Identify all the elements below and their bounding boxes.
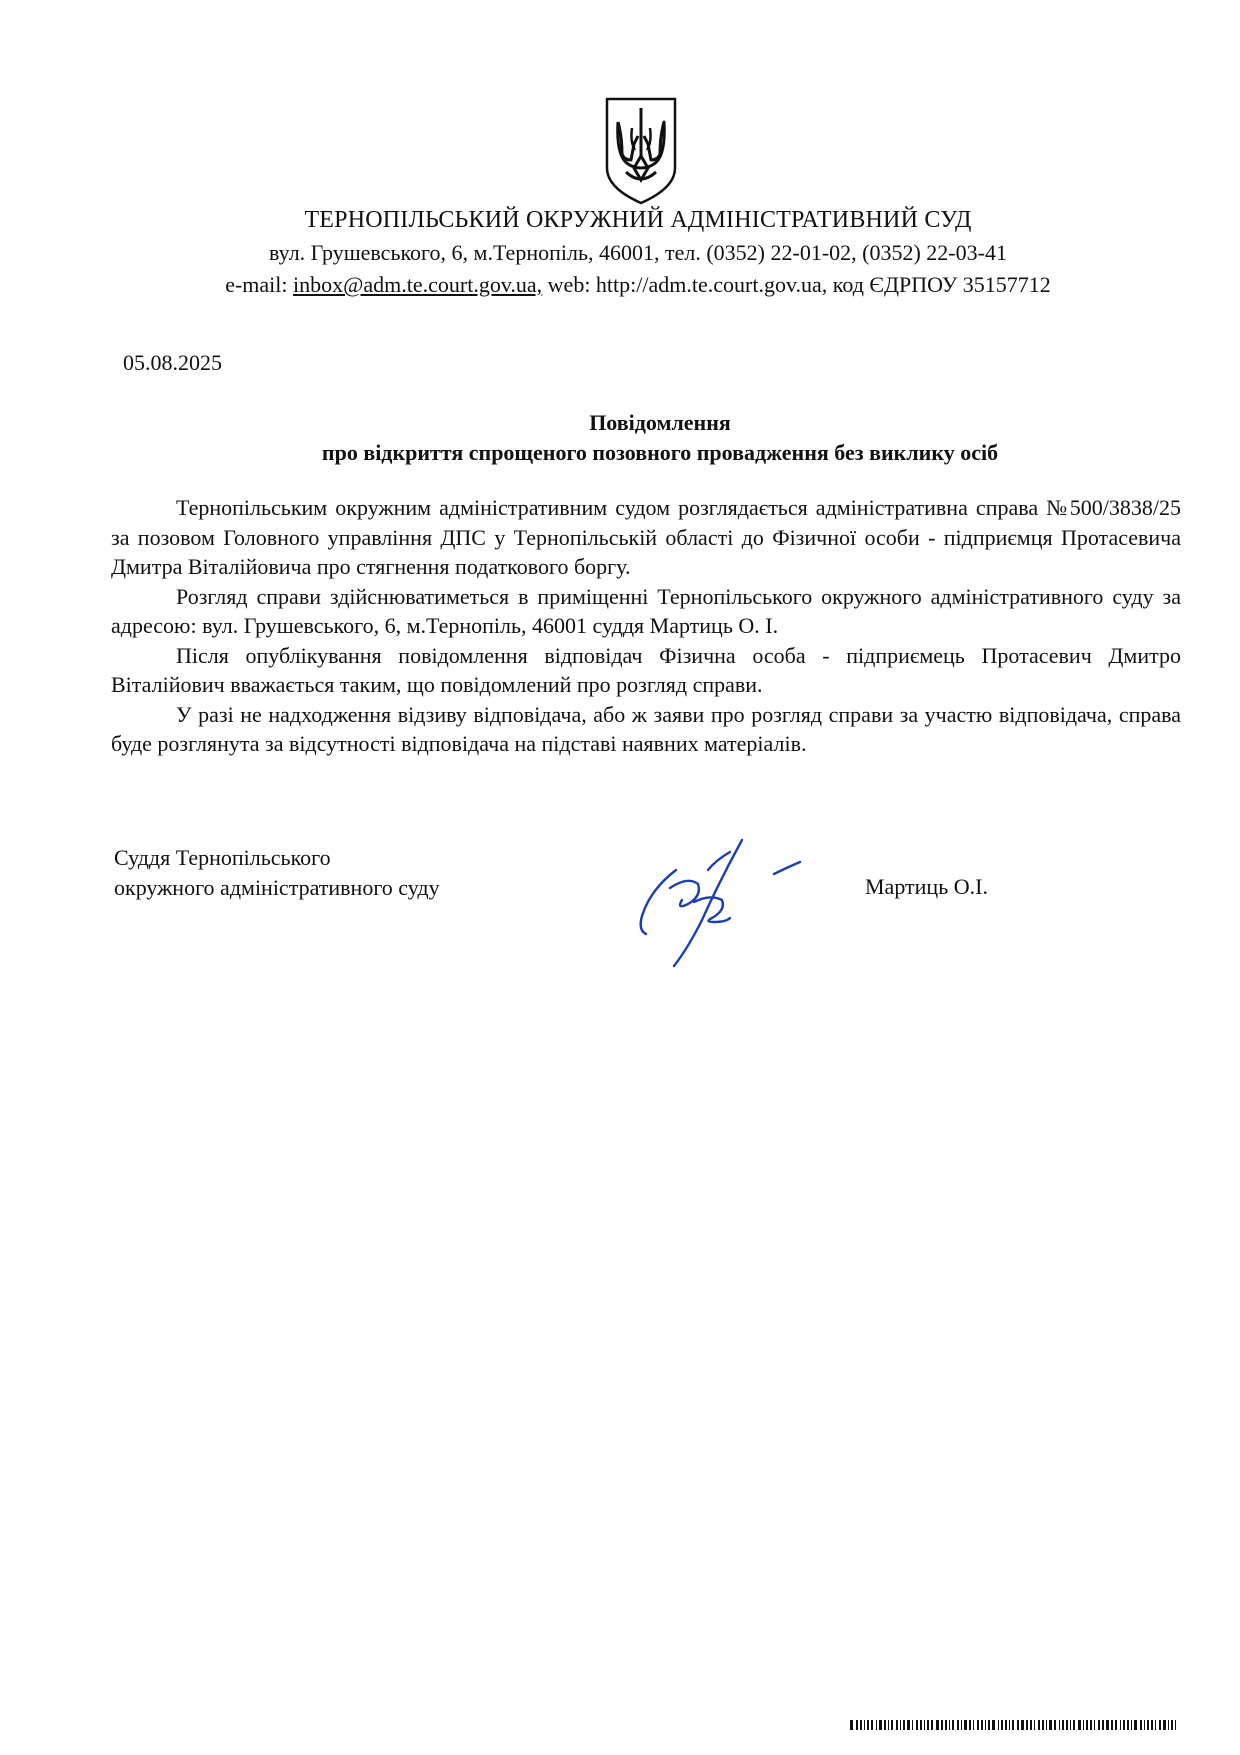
- barcode-bar: [981, 1720, 983, 1730]
- body-paragraph: Розгляд справи здійснюватиметься в приміщенні Тернопільського окружного адміністративного суду за адресою: вул. Грушевського, 6, м.Тернопіль, 46001 суддя Мартиць О. І.: [111, 583, 1181, 638]
- barcode-bar: [1070, 1720, 1071, 1730]
- contacts-prefix: e-mail:: [225, 272, 293, 297]
- barcode-bar: [992, 1720, 995, 1730]
- barcode-bar: [896, 1720, 898, 1730]
- barcode-bar: [920, 1720, 922, 1730]
- barcode-bar: [864, 1720, 865, 1730]
- barcode-bar: [1090, 1720, 1092, 1730]
- barcode-bar: [1102, 1720, 1104, 1730]
- barcode-bar: [1151, 1720, 1153, 1730]
- barcode-bar: [1046, 1720, 1047, 1730]
- barcode-bar: [924, 1720, 925, 1730]
- barcode-bar: [945, 1720, 947, 1730]
- barcode-bar: [903, 1720, 905, 1730]
- body-paragraph: Після опублікування повідомлення відповідач Фізична особа - підприємець Протасевич Дмитро Віталійович вважається таким, що повідомлений про розгляд справи.: [111, 642, 1181, 697]
- barcode-bar: [1066, 1720, 1068, 1730]
- signatory-title-line: Суддя Тернопільського: [114, 845, 331, 870]
- barcode-bar: [1098, 1720, 1100, 1730]
- barcode-bar: [1127, 1720, 1129, 1730]
- barcode-bar: [936, 1720, 939, 1730]
- barcode-bar: [850, 1720, 853, 1730]
- barcode-bar: [1009, 1720, 1010, 1730]
- barcode-bar: [969, 1720, 971, 1730]
- barcode-bar: [952, 1720, 954, 1730]
- body-paragraph: Тернопільським окружним адміністративним судом розглядається адміністративна справа №500/3838/25 за позовом Головного управління ДПС у Тернопільській області до Фізичної особи - підприємця Протасевича Дмитра Віталійовича про стягнення податкового боргу.: [111, 495, 1181, 579]
- barcode-bar: [964, 1720, 967, 1730]
- signatory-title-line: окружного адміністративного суду: [114, 874, 440, 900]
- barcode-bar: [916, 1720, 918, 1730]
- barcode-bar: [1106, 1720, 1109, 1730]
- barcode-bar: [888, 1720, 889, 1730]
- court-contacts: [18, 272, 1240, 298]
- document-body: [111, 493, 1181, 759]
- barcode-bar: [912, 1720, 913, 1730]
- barcode-bar: [876, 1720, 877, 1730]
- barcode-bar: [977, 1720, 979, 1730]
- document-subtitle: про відкриття спрощеного позовного провадження без виклику осіб: [321, 440, 999, 465]
- signatory-title: [114, 843, 440, 902]
- barcode-bar: [1073, 1720, 1075, 1730]
- barcode-bar: [1042, 1720, 1044, 1730]
- barcode-bar: [1059, 1720, 1060, 1730]
- barcode-bar: [867, 1720, 869, 1730]
- barcode-bar: [1111, 1720, 1113, 1730]
- barcode-bar: [884, 1720, 886, 1730]
- barcode-bar: [1083, 1720, 1084, 1730]
- barcode-bar: [1094, 1720, 1095, 1730]
- barcode-bar: [949, 1720, 950, 1730]
- barcode-bar: [998, 1720, 999, 1730]
- barcode-bar: [1163, 1720, 1166, 1730]
- barcode-bar: [941, 1720, 943, 1730]
- barcode-bar: [1134, 1720, 1137, 1730]
- barcode-bar: [871, 1720, 873, 1730]
- barcode-bar: [856, 1720, 858, 1730]
- barcode-bar: [1062, 1720, 1064, 1730]
- barcode-bar: [1115, 1720, 1117, 1730]
- barcode-bar: [900, 1720, 901, 1730]
- barcode-bar: [1123, 1720, 1125, 1730]
- barcode-bar: [860, 1720, 862, 1730]
- barcode-bar: [891, 1720, 893, 1730]
- barcode-bar: [1155, 1720, 1156, 1730]
- ukraine-coat-of-arms-icon: [604, 96, 678, 206]
- barcode-bar: [1086, 1720, 1088, 1730]
- barcode-bar: [1049, 1720, 1052, 1730]
- barcode-bar: [1140, 1720, 1142, 1730]
- barcode-bar: [988, 1720, 990, 1730]
- body-paragraph: У разі не надходження відзиву відповідача, або ж заяви про розгляд справи за участю відповідача, справа буде розглянута за відсутності відповідача на підставі наявних матеріалів.: [111, 701, 1181, 756]
- barcode-bar: [1078, 1720, 1081, 1730]
- handwritten-signature: [630, 830, 850, 975]
- barcode-bar: [1034, 1720, 1035, 1730]
- barcode-bar: [1001, 1720, 1003, 1730]
- barcode-bar: [1005, 1720, 1007, 1730]
- barcode-bar: [1168, 1720, 1169, 1730]
- barcode-bar: [879, 1720, 882, 1730]
- barcode-bar: [957, 1720, 959, 1730]
- barcode-bar: [1012, 1720, 1014, 1730]
- barcode-bar: [1017, 1720, 1019, 1730]
- document-date: 05.08.2025: [123, 350, 222, 375]
- document-title: Повідомлення: [589, 410, 731, 435]
- barcode-bar: [1038, 1720, 1040, 1730]
- barcode-bar: [1175, 1720, 1176, 1730]
- barcode-bar: [1021, 1720, 1024, 1730]
- barcode-bar: [1120, 1720, 1121, 1730]
- barcode-bar: [1026, 1720, 1028, 1730]
- barcode-bar: [1159, 1720, 1161, 1730]
- barcode-bar: [1054, 1720, 1056, 1730]
- email-link[interactable]: inbox@adm.te.court.gov.ua,: [293, 272, 543, 297]
- barcode-bar: [1131, 1720, 1132, 1730]
- barcode-bar: [931, 1720, 933, 1730]
- barcode-bar: [973, 1720, 974, 1730]
- barcode-bar: [961, 1720, 962, 1730]
- barcode-bar: [1144, 1720, 1145, 1730]
- court-name: ТЕРНОПІЛЬСЬКИЙ ОКРУЖНИЙ АДМІНІСТРАТИВНИЙ СУД: [304, 207, 972, 233]
- barcode-bar: [927, 1720, 929, 1730]
- contacts-suffix: web: http://adm.te.court.gov.ua, код ЄДРПОУ 35157712: [542, 272, 1051, 297]
- court-address: вул. Грушевського, 6, м.Тернопіль, 46001, тел. (0352) 22-01-02, (0352) 22-03-41: [269, 240, 1007, 265]
- barcode-bar: [907, 1720, 910, 1730]
- barcode-bar: [1030, 1720, 1032, 1730]
- barcode-icon: [850, 1720, 1176, 1730]
- barcode-bar: [985, 1720, 986, 1730]
- barcode-bar: [1171, 1720, 1173, 1730]
- barcode-bar: [1147, 1720, 1149, 1730]
- signatory-name: Мартиць О.І.: [865, 874, 988, 899]
